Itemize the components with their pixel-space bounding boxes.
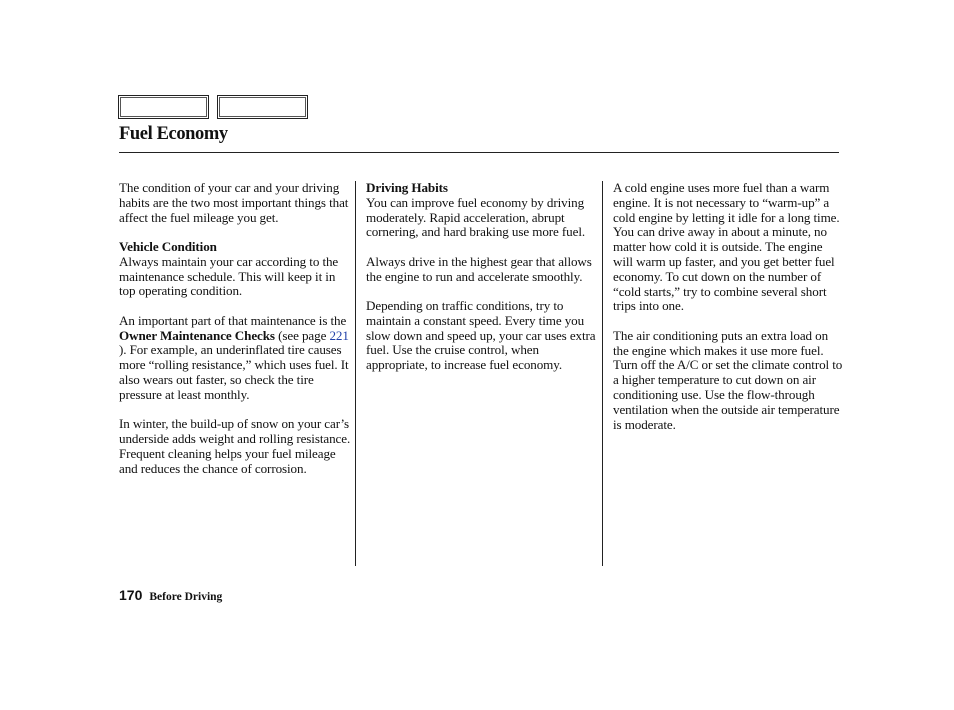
text-column-1	[119, 181, 351, 491]
section-name: Before Driving	[149, 591, 223, 603]
intro-paragraph: The condition of your car and your driving habits are the two most important things that affect the fuel mileage you get.	[119, 180, 349, 225]
title-rule	[119, 152, 839, 153]
text-column-2	[366, 181, 598, 388]
owner-maintenance-checks-term: Owner Maintenance Checks	[119, 327, 275, 343]
page-number: 170	[119, 587, 143, 603]
highest-gear-paragraph: Always drive in the highest gear that allows the engine to run and accelerate smoothly.	[366, 253, 592, 284]
text-column-3	[613, 181, 845, 447]
page-footer	[119, 587, 222, 605]
vehicle-condition-block	[119, 240, 351, 299]
constant-speed-paragraph: Depending on traffic conditions, try to maintain a constant speed. Every time you slow down and speed up, your car uses extra fuel. Use the cruise control, when appropriate, to increase fuel economy.	[366, 297, 596, 373]
air-conditioning-paragraph: The air conditioning puts an extra load on the engine which makes it use more fuel. Turn off the A/C or set the climate control to a higher temperature to cut down on air conditioning use. Use the flow-through ventilation when the outside air temperature is moderate.	[613, 327, 843, 432]
winter-paragraph: In winter, the build-up of snow on your car’s underside adds weight and rolling resistance. Frequent cleaning helps your fuel mileage and reduces the chance of corrosion.	[119, 416, 351, 476]
vehicle-condition-heading: Vehicle Condition	[119, 238, 217, 254]
header-tab-box-right	[217, 95, 308, 119]
column-divider-2	[602, 181, 603, 566]
page-reference-link[interactable]: 221	[329, 327, 349, 343]
page-title: Fuel Economy	[119, 124, 228, 144]
column-divider-1	[355, 181, 356, 566]
cold-engine-paragraph: A cold engine uses more fuel than a warm engine. It is not necessary to “warm-up” a cold engine by letting it idle for a long time. You can drive away in about a minute, no matter how cold it is outside. The engine will warm up faster, and you get better fuel economy. To cut down on the number of “cold starts,” try to combine several short trips into one.	[613, 180, 840, 314]
driving-habits-block	[366, 181, 598, 240]
header-tab-box-left	[118, 95, 209, 119]
maintenance-paragraph: Always maintain your car according to the maintenance schedule. This will keep it in top operating condition.	[119, 253, 339, 299]
moderate-driving-paragraph: You can improve fuel economy by driving moderately. Rapid acceleration, abrupt cornering, and hard braking use more fuel.	[366, 194, 586, 240]
driving-habits-heading: Driving Habits	[366, 180, 448, 195]
owner-maintenance-paragraph: An important part of that maintenance is the Owner Maintenance Checks (see page 221 ). For example, an underinflated tire causes more “rolling resistance,” which uses fuel. It also wears out faster, so check the tire pressure at least monthly.	[119, 312, 349, 402]
